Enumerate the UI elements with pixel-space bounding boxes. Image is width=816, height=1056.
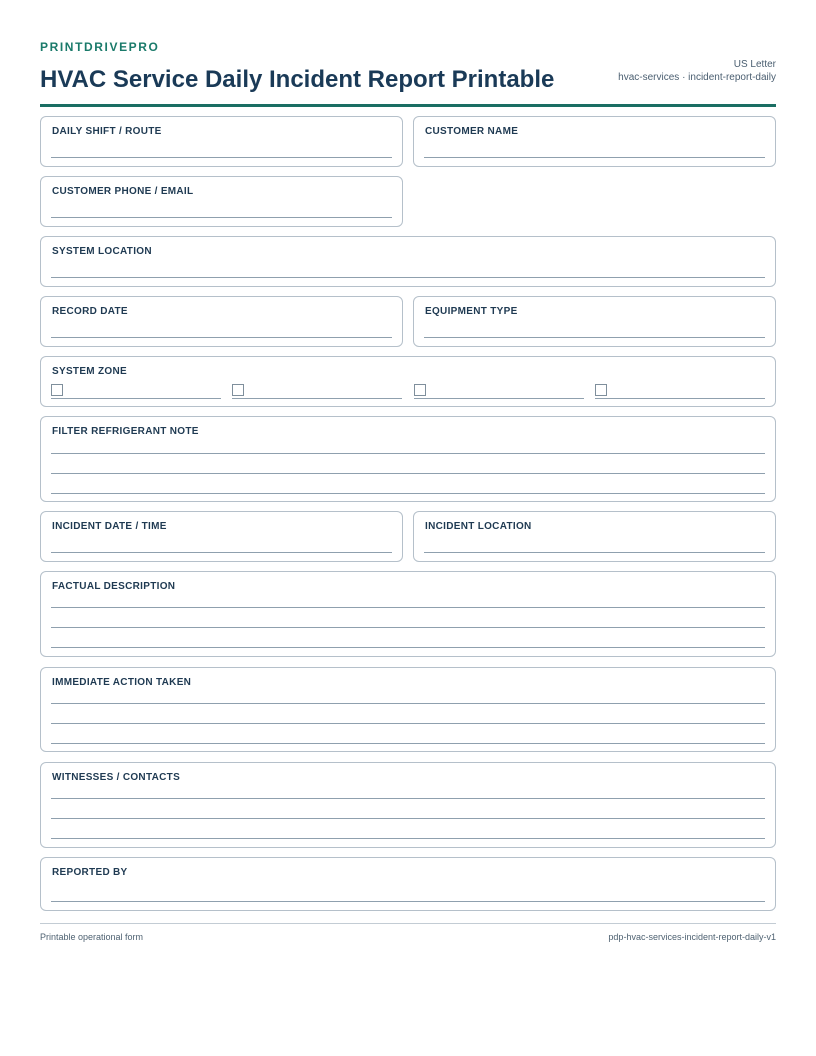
daily-shift-label: DAILY SHIFT / ROUTE	[52, 126, 162, 137]
zone-checkbox-3[interactable]	[414, 384, 426, 396]
system-zone-field	[40, 356, 776, 407]
system-location-label: SYSTEM LOCATION	[52, 246, 152, 257]
page-title: HVAC Service Daily Incident Report Printable	[40, 66, 555, 93]
record-date-field[interactable]	[40, 296, 403, 347]
page-header	[40, 40, 776, 107]
zone-checkbox-1[interactable]	[51, 384, 63, 396]
header-rule	[40, 104, 776, 107]
customer-name-field[interactable]	[413, 116, 776, 167]
zone-option-line-4[interactable]	[595, 398, 765, 399]
witnesses-field[interactable]	[40, 762, 776, 848]
incident-location-input-line[interactable]	[424, 552, 765, 553]
customer-name-input-line[interactable]	[424, 157, 765, 158]
customer-contact-field[interactable]	[40, 176, 403, 227]
immediate-action-line-3[interactable]	[51, 743, 765, 744]
reported-by-field[interactable]	[40, 857, 776, 911]
zone-checkbox-4[interactable]	[595, 384, 607, 396]
filter-note-field[interactable]	[40, 416, 776, 502]
reported-by-label: REPORTED BY	[52, 867, 128, 878]
system-location-field[interactable]	[40, 236, 776, 287]
footer-left-text: Printable operational form	[40, 932, 144, 942]
immediate-action-line-2[interactable]	[51, 723, 765, 724]
zone-option-line-3[interactable]	[414, 398, 584, 399]
customer-contact-input-line[interactable]	[51, 217, 392, 218]
reported-by-input-line[interactable]	[51, 901, 765, 902]
factual-description-line-1[interactable]	[51, 607, 765, 608]
witnesses-line-3[interactable]	[51, 838, 765, 839]
record-date-input-line[interactable]	[51, 337, 392, 338]
system-zone-label: SYSTEM ZONE	[52, 366, 127, 377]
equipment-type-input-line[interactable]	[424, 337, 765, 338]
daily-shift-input-line[interactable]	[51, 157, 392, 158]
record-date-label: RECORD DATE	[52, 306, 128, 317]
incident-datetime-field[interactable]	[40, 511, 403, 562]
immediate-action-label: IMMEDIATE ACTION TAKEN	[52, 677, 192, 688]
zone-checkbox-2[interactable]	[232, 384, 244, 396]
filter-note-line-1[interactable]	[51, 453, 765, 454]
equipment-type-field[interactable]	[413, 296, 776, 347]
factual-description-line-2[interactable]	[51, 627, 765, 628]
zone-option-line-2[interactable]	[232, 398, 402, 399]
equipment-type-label: EQUIPMENT TYPE	[425, 306, 518, 317]
factual-description-line-3[interactable]	[51, 647, 765, 648]
immediate-action-line-1[interactable]	[51, 703, 765, 704]
footer-rule	[40, 923, 776, 924]
brand-name: PRINTDRIVEPRO	[40, 40, 160, 54]
document-slug: hvac-services · incident-report-daily	[618, 72, 776, 83]
incident-location-field[interactable]	[413, 511, 776, 562]
witnesses-label: WITNESSES / CONTACTS	[52, 772, 181, 783]
customer-contact-label: CUSTOMER PHONE / EMAIL	[52, 186, 194, 197]
witnesses-line-2[interactable]	[51, 818, 765, 819]
immediate-action-field[interactable]	[40, 667, 776, 752]
incident-location-label: INCIDENT LOCATION	[425, 521, 532, 532]
header-row	[40, 58, 776, 94]
customer-name-label: CUSTOMER NAME	[425, 126, 519, 137]
paper-size: US Letter	[733, 59, 776, 70]
incident-datetime-label: INCIDENT DATE / TIME	[52, 521, 167, 532]
zone-option-line-1[interactable]	[51, 398, 221, 399]
witnesses-line-1[interactable]	[51, 798, 765, 799]
filter-note-label: FILTER REFRIGERANT NOTE	[52, 426, 199, 437]
document-meta	[618, 58, 776, 94]
daily-shift-field[interactable]	[40, 116, 403, 167]
system-location-input-line[interactable]	[51, 277, 765, 278]
factual-description-field[interactable]	[40, 571, 776, 657]
incident-datetime-input-line[interactable]	[51, 552, 392, 553]
footer-form-id: pdp-hvac-services-incident-report-daily-v1	[608, 932, 776, 942]
filter-note-line-2[interactable]	[51, 473, 765, 474]
factual-description-label: FACTUAL DESCRIPTION	[52, 581, 176, 592]
filter-note-line-3[interactable]	[51, 493, 765, 494]
